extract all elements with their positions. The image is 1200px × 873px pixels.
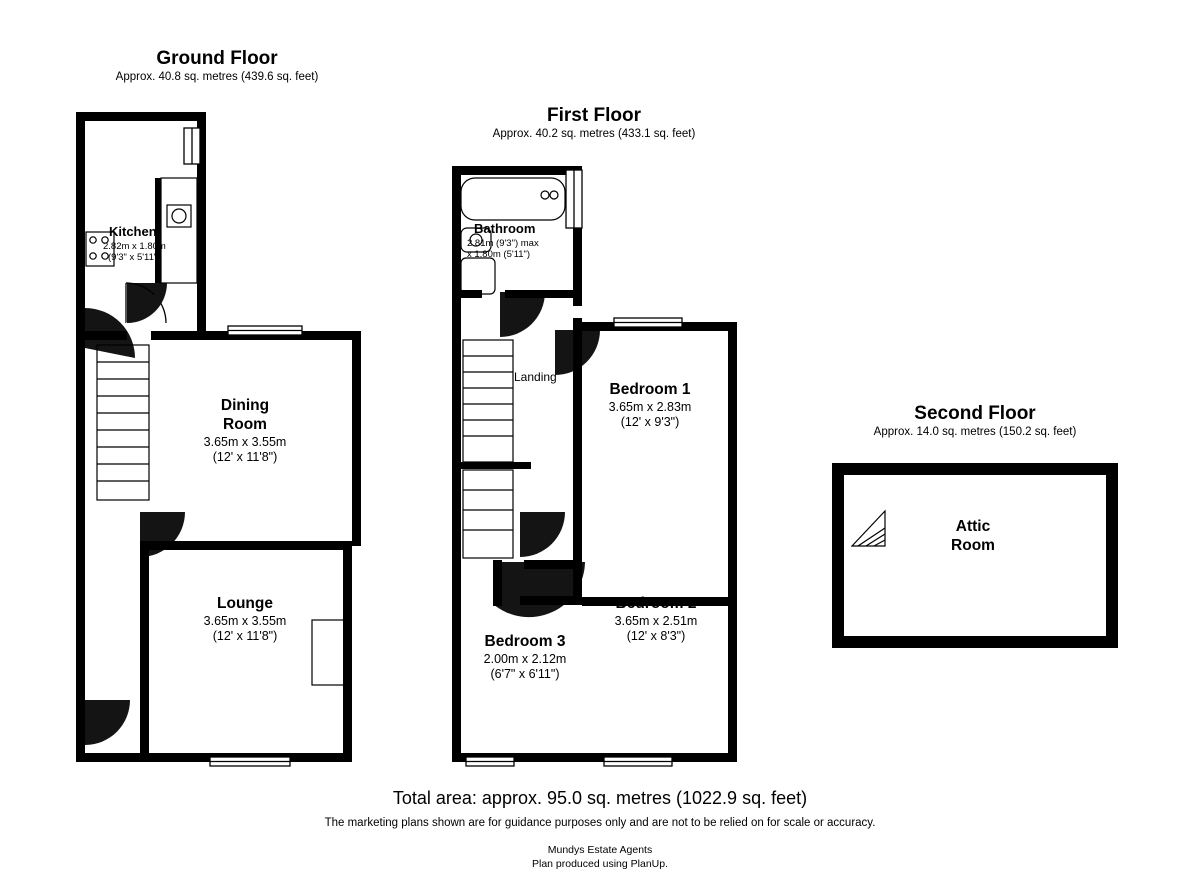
room-label-bedroom1-dim-imperial: (12' x 9'3")	[620, 415, 680, 430]
room-label-lounge-name: Lounge	[217, 595, 273, 612]
disclaimer-text: The marketing plans shown are for guidance purposes only and are not to be relied on for scale or accuracy.	[324, 817, 876, 829]
room-label-lounge-dim-metric: 3.65m x 3.55m	[203, 613, 287, 628]
room-label-bedroom3-dim-metric: 2.00m x 2.12m	[483, 651, 567, 666]
room-label-dining	[163, 397, 327, 465]
room-label-bedroom2-name: Bedroom 2	[615, 595, 697, 612]
floor-title-ground: Ground Floor	[156, 48, 278, 69]
room-label-bedroom1-name: Bedroom 1	[609, 381, 691, 398]
floor-title-second: Second Floor	[914, 403, 1036, 424]
room-label-bathroom-dim-metric: 2.81m (9'3") max	[467, 238, 539, 249]
floor-subtitle-first: Approx. 40.2 sq. metres (433.1 sq. feet)	[492, 128, 696, 140]
room-label-landing: Landing	[514, 370, 557, 384]
room-label-bathroom-dim-imperial: x 1.80m (5'11")	[467, 249, 531, 260]
room-label-bedroom3-name: Bedroom 3	[484, 633, 566, 650]
room-label-bedroom1	[570, 381, 730, 430]
room-label-bedroom3-dim-imperial: (6'7" x 6'11")	[490, 667, 560, 682]
room-label-attic	[893, 518, 1053, 556]
room-label-dining-name-line2: Room	[223, 415, 267, 433]
credit-line-2: Plan produced using PlanUp.	[531, 858, 668, 870]
room-label-lounge-dim-imperial: (12' x 11'8")	[212, 629, 278, 644]
floor-subtitle-second: Approx. 14.0 sq. metres (150.2 sq. feet)	[873, 426, 1077, 438]
room-label-dining-name-line1: Dining	[220, 397, 270, 414]
room-label-bedroom2-dim-metric: 3.65m x 2.51m	[614, 613, 698, 628]
room-label-dining-dim-metric: 3.65m x 3.55m	[203, 434, 287, 449]
room-label-kitchen-name: Kitchen	[109, 224, 157, 239]
room-label-kitchen-dim-imperial: (9'3" x 5'11")	[108, 252, 161, 263]
credit-line-1: Mundys Estate Agents	[547, 844, 653, 856]
room-label-bedroom2-dim-imperial: (12' x 8'3")	[626, 629, 686, 644]
room-label-lounge	[163, 595, 327, 644]
room-label-attic-name-line2: Room	[951, 536, 995, 554]
room-label-dining-dim-imperial: (12' x 11'8")	[212, 450, 278, 465]
room-label-bathroom-name: Bathroom	[474, 221, 536, 236]
room-label-bedroom3	[445, 633, 605, 682]
room-label-attic-name-line1: Attic	[955, 518, 991, 535]
room-label-kitchen-dim-metric: 2.82m x 1.80m	[103, 241, 166, 252]
total-area-text: Total area: approx. 95.0 sq. metres (1022.9 sq. feet)	[392, 788, 808, 808]
floor-subtitle-ground: Approx. 40.8 sq. metres (439.6 sq. feet)	[115, 71, 319, 83]
floor-title-first: First Floor	[547, 105, 641, 126]
room-label-bedroom1-dim-metric: 3.65m x 2.83m	[608, 399, 692, 414]
